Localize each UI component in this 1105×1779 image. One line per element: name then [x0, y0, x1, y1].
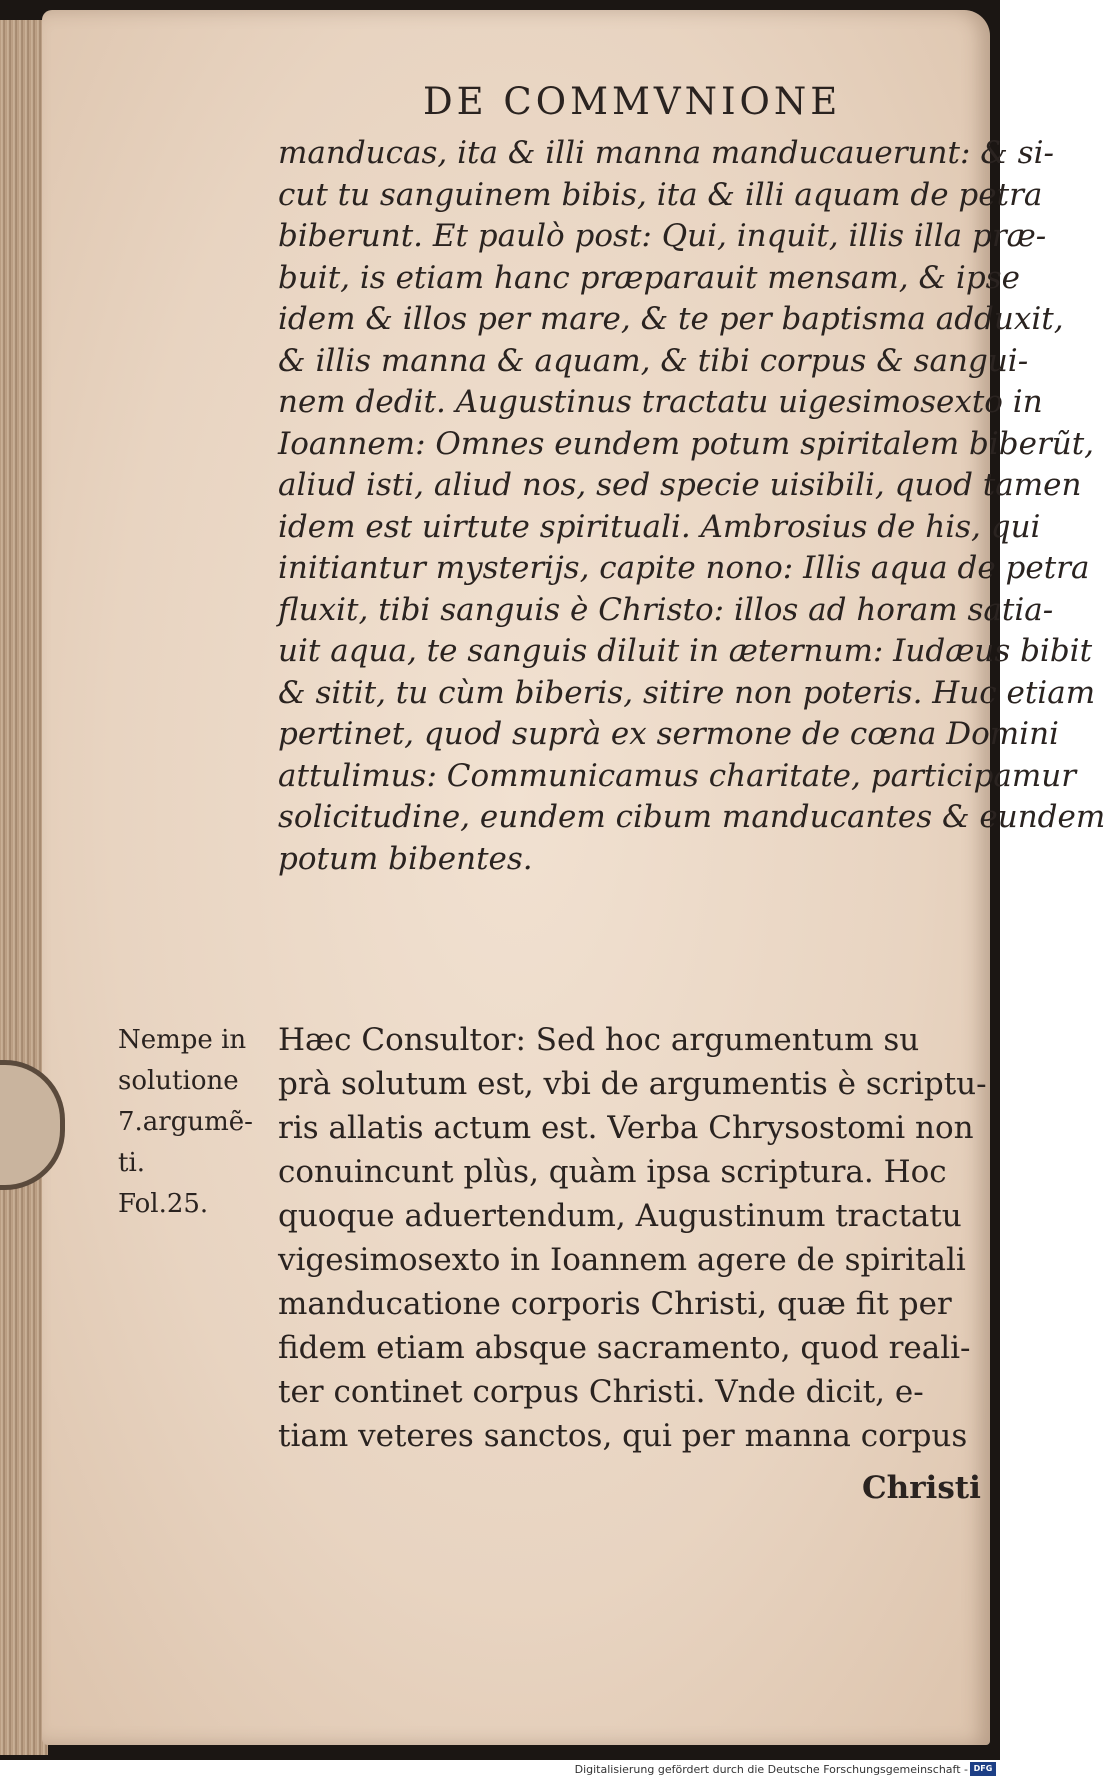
text-line: tiam veteres sanctos, qui per manna corpus: [278, 1418, 968, 1454]
margin-note-line: Fol.25.: [118, 1189, 209, 1219]
margin-note-line: solutione: [118, 1066, 239, 1096]
text-line: nem dedit. Augustinus tractatu uigesimosexto in: [278, 384, 1043, 420]
running-header: DE COMMVNIONE: [423, 80, 842, 123]
text-line: idem & illos per mare, & te per baptisma adduxit,: [278, 301, 1064, 337]
margin-note-line: Nempe in: [118, 1025, 247, 1055]
text-line: aliud isti, aliud nos, sed specie uisibili, quod tamen: [278, 467, 1082, 503]
text-line: Ioannem: Omnes eundem potum spiritalem biberũt,: [278, 425, 1095, 462]
text-line: & sitit, tu cùm biberis, sitire non poteris. Huc etiam: [278, 674, 1096, 711]
text-line: ris allatis actum est. Verba Chrysostomi non: [278, 1110, 974, 1146]
catchword: Christi: [862, 1470, 981, 1506]
text-line: ter continet corpus Christi. Vnde dicit, e-: [278, 1374, 924, 1410]
digitization-footer: [0, 1760, 1000, 1779]
margin-note-line: ti.: [118, 1148, 146, 1178]
dfg-logo: DFG: [970, 1762, 996, 1776]
footer-credit: Digitalisierung gefördert durch die Deutsche Forschungsgemeinschaft -: [574, 1763, 968, 1776]
text-line: biberunt. Et paulò post: Qui, inquit, illis illa præ-: [278, 218, 1047, 254]
text-line: vigesimosexto in Ioannem agere de spiritali: [278, 1242, 966, 1278]
text-line: solicitudine, eundem cibum manducantes & eundem: [278, 799, 1105, 835]
text-line: initiantur mysterijs, capite nono: Illis aqua de petra: [278, 550, 1090, 586]
text-line: idem est uirtute spirituali. Ambrosius de his, qui: [278, 508, 1041, 545]
book-fore-edge: [0, 20, 48, 1755]
text-line: quoque aduertendum, Augustinum tractatu: [278, 1198, 962, 1234]
text-line: attulimus: Communicamus charitate, participamur: [278, 757, 1077, 794]
text-line: uit aqua, te sanguis diluit in æternum: Iudæus bibit: [278, 633, 1093, 669]
text-line: pertinet, quod suprà ex sermone de cœna Domini: [278, 716, 1059, 752]
text-line: buit, is etiam hanc præparauit mensam, & ipse: [278, 259, 1020, 296]
text-line: fluxit, tibi sanguis è Christo: illos ad horam satia-: [278, 591, 1054, 628]
text-line: manducas, ita & illi manna manducauerunt: & si-: [278, 135, 1054, 171]
text-line: prà solutum est, vbi de argumentis è scriptu-: [278, 1066, 987, 1102]
margin-note-line: 7.argumẽ-: [118, 1107, 253, 1137]
text-line: potum bibentes.: [278, 840, 533, 877]
text-line: cut tu sanguinem bibis, ita & illi aquam de petra: [278, 176, 1043, 213]
text-line: Hæc Consultor: Sed hoc argumentum su: [278, 1022, 920, 1058]
text-line: manducatione corporis Christi, quæ fit per: [278, 1286, 952, 1322]
text-line: fidem etiam absque sacramento, quod reali-: [278, 1330, 971, 1366]
text-line: & illis manna & aquam, & tibi corpus & sangui-: [278, 342, 1029, 379]
text-line: conuincunt plùs, quàm ipsa scriptura. Hoc: [278, 1154, 947, 1190]
